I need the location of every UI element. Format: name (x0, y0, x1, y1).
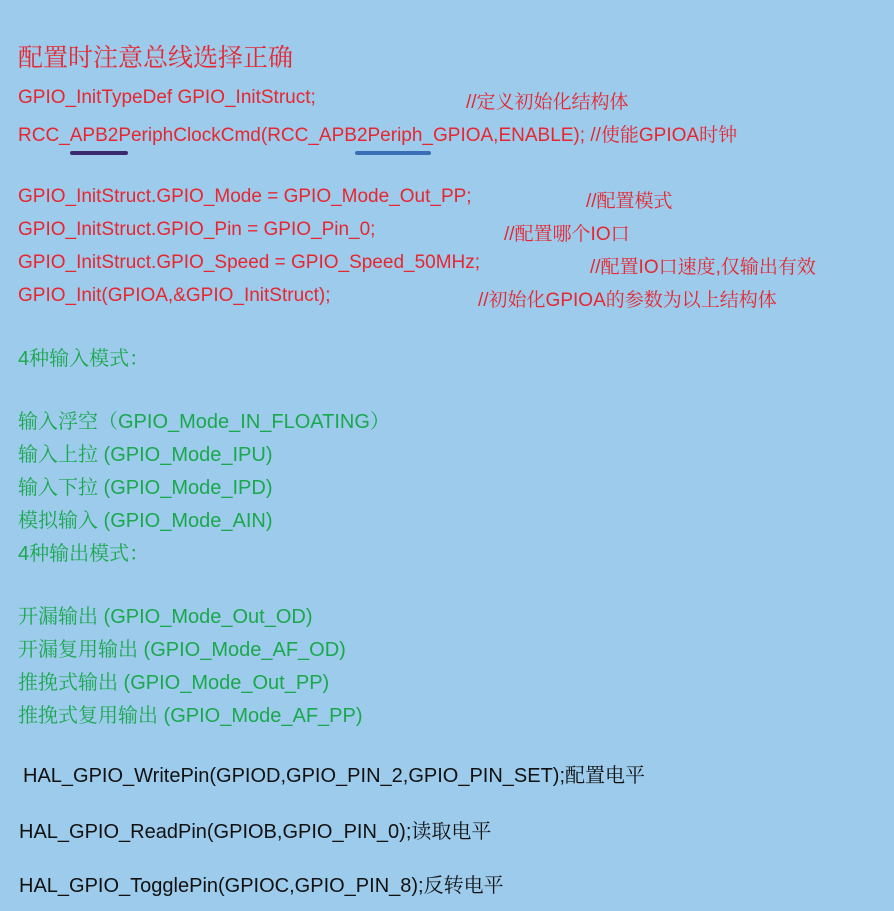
code-comment-4: //配置哪个IO口 (504, 224, 630, 245)
hal-readpin-line: HAL_GPIO_ReadPin(GPIOB,GPIO_PIN_0);读取电平 (19, 821, 492, 843)
underline-apb2-mark (70, 151, 128, 155)
page-title: 配置时注意总线选择正确 (18, 44, 294, 72)
input-mode-item: 输入浮空（GPIO_Mode_IN_FLOATING） (18, 411, 390, 433)
code-comment: //使能GPIOA时钟 (590, 125, 738, 146)
input-mode-item: 输入下拉 (GPIO_Mode_IPD) (18, 477, 273, 499)
hal-writepin-line: HAL_GPIO_WritePin(GPIOD,GPIO_PIN_2,GPIO_PIN_SET);配置电平 (23, 765, 646, 787)
code-text: RCC_APB2PeriphClockCmd(RCC_APB2Periph_GPIOA,ENABLE); (18, 125, 586, 146)
code-line-1 (18, 87, 316, 109)
underline-apb2periph-mark (355, 151, 431, 155)
output-mode-item: 推挽式复用输出 (GPIO_Mode_AF_PP) (18, 705, 363, 727)
code-line-4: GPIO_InitStruct.GPIO_Pin = GPIO_Pin_0; (18, 219, 376, 240)
code-text: GPIO_InitTypeDef GPIO_InitStruct; (18, 87, 316, 108)
code-line-3: GPIO_InitStruct.GPIO_Mode = GPIO_Mode_Out_PP; (18, 186, 472, 207)
code-comment-5: //配置IO口速度,仅输出有效 (590, 257, 816, 278)
code-comment-1: //定义初始化结构体 (466, 92, 629, 113)
input-modes-heading: 4种输入模式： (18, 348, 150, 370)
code-line-2 (18, 120, 737, 147)
input-mode-item: 输入上拉 (GPIO_Mode_IPU) (18, 444, 273, 466)
output-mode-item: 开漏复用输出 (GPIO_Mode_AF_OD) (18, 639, 346, 661)
hal-togglepin-line: HAL_GPIO_TogglePin(GPIOC,GPIO_PIN_8);反转电平 (19, 875, 504, 897)
output-modes-heading: 4种输出模式： (18, 543, 150, 565)
output-mode-item: 推挽式输出 (GPIO_Mode_Out_PP) (18, 672, 330, 694)
code-line-6: GPIO_Init(GPIOA,&GPIO_InitStruct); (18, 285, 331, 306)
code-line-5: GPIO_InitStruct.GPIO_Speed = GPIO_Speed_50MHz; (18, 252, 481, 273)
output-mode-item: 开漏输出 (GPIO_Mode_Out_OD) (18, 606, 313, 628)
input-mode-item: 模拟输入 (GPIO_Mode_AIN) (18, 510, 273, 532)
code-comment-6: //初始化GPIOA的参数为以上结构体 (478, 290, 777, 311)
code-comment-3: //配置模式 (586, 191, 673, 212)
